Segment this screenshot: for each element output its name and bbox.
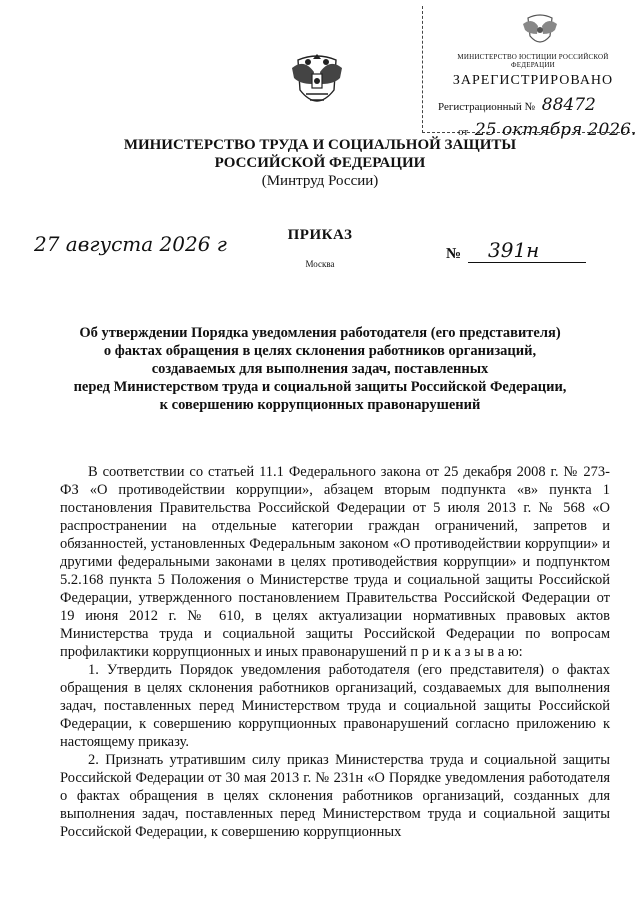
stamp-ministry-text: МИНИСТЕРСТВО ЮСТИЦИИ РОССИЙСКОЙ ФЕДЕРАЦИИ bbox=[457, 53, 609, 69]
document-number-label: № bbox=[446, 246, 462, 262]
document-body bbox=[60, 463, 610, 841]
title-line: перед Министерством труда и социальной защиты Российской Федерации, bbox=[73, 379, 567, 395]
ministry-short-name: (Минтруд России) bbox=[261, 173, 379, 189]
document-title bbox=[40, 324, 600, 414]
title-line: создаваемых для выполнения задач, поставленных bbox=[151, 361, 489, 377]
document-number-underline bbox=[468, 262, 586, 263]
document-number: 391н bbox=[488, 238, 540, 262]
body-paragraph-item1: 1. Утвердить Порядок уведомления работодателя (его представителя) о фактах обращения в целях склонения работников организаций, создаваемых для выполнения задач, поставленных перед Министерством труда и социальной защиты Российской Федерации, к совершению коррупционных правонарушений согласно приложению к настоящему приказу. bbox=[60, 662, 610, 750]
body-paragraph-item2: 2. Признать утратившим силу приказ Министерства труда и социальной защиты Российской Федерации от 30 мая 2013 г. № 231н «О Порядке уведомления работодателя о фактах обращения в целях склонения работников организаций, созданных для выполнения задач, поставленных перед Министерством труда и социальной защиты Российской Федерации, к совершению коррупционных bbox=[60, 752, 610, 840]
stamp-reg-number: 88472 bbox=[541, 95, 596, 115]
stamp-date-value: 25 октября 2026. bbox=[474, 120, 637, 140]
stamp-reg-label: Регистрационный № bbox=[438, 101, 536, 113]
stamp-date-prefix: от bbox=[458, 126, 469, 138]
state-emblem-icon bbox=[286, 50, 348, 116]
ministry-name-line1: МИНИСТЕРСТВО ТРУДА И СОЦИАЛЬНОЙ ЗАЩИТЫ bbox=[123, 137, 517, 153]
stamp-registered-text: ЗАРЕГИСТРИРОВАНО bbox=[452, 73, 614, 88]
document-date: 27 августа 2026 г bbox=[34, 232, 227, 256]
title-line: Об утверждении Порядка уведомления работодателя (его представителя) bbox=[79, 325, 561, 341]
stamp-reg-number-line bbox=[438, 95, 628, 115]
title-line: к совершению коррупционных правонарушений bbox=[159, 397, 481, 413]
document-type: ПРИКАЗ bbox=[287, 227, 353, 243]
body-paragraph-preamble: В соответствии со статьей 11.1 Федерального закона от 25 декабря 2008 г. № 273-ФЗ «О противодействии коррупции», абзацем вторым подпункта «в» пункта 1 постановления Правительства Российской Федерации от 5 июля 2013 г. № 568 «О распространении на отдельные категории граждан ограничений, запретов и обязанностей, установленных Федеральным законом «О противодействии коррупции» и другими федеральными законами в целях противодействия коррупции» и подпунктом 5.2.168 пункта 5 Положения о Министерстве труда и социальной защиты Российской Федерации, утвержденного постановлением Правительства Российской Федерации от 19 июня 2012 г. № 610, в целях актуализации нормативных правовых актов Министерства труда и социальной защиты Российской Федерации по вопросам профилактики коррупционных и иных правонарушений п р и к а з ы в а ю: bbox=[60, 464, 610, 660]
title-line: о фактах обращения в целях склонения работников организаций, bbox=[103, 343, 537, 359]
stamp-emblem-icon bbox=[520, 12, 560, 50]
document-city: Москва bbox=[305, 259, 335, 269]
ministry-name-line2: РОССИЙСКОЙ ФЕДЕРАЦИИ bbox=[214, 155, 426, 171]
